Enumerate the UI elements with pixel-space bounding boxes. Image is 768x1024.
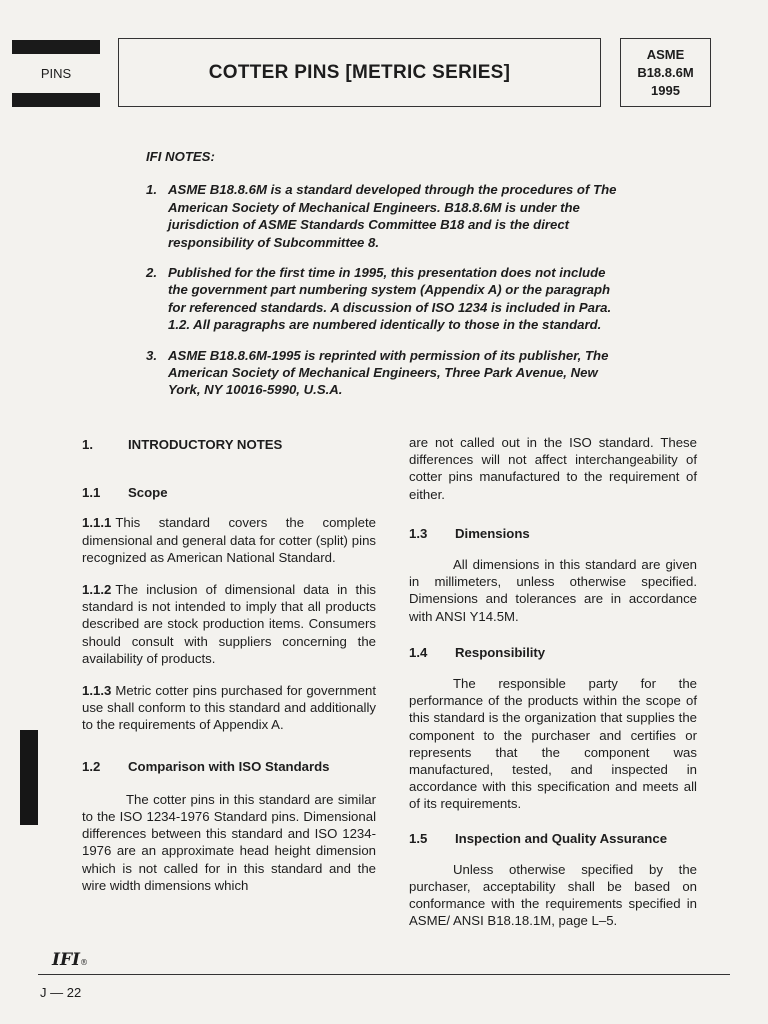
section-title: Scope: [128, 485, 168, 501]
section-heading-1-2: [82, 758, 376, 775]
ifi-logo: [52, 950, 88, 970]
section-title: Comparison with ISO Standards: [128, 758, 330, 774]
note-number: 1.: [146, 182, 157, 198]
note-number: 2.: [146, 265, 157, 281]
paragraph-1-1-2: [82, 581, 376, 667]
paragraph-1-5: Unless otherwise specified by the purchaser, acceptability shall be based on conformance with the requirements specified in ASME/ ANSI B18.18.1M, page L–5.: [409, 861, 697, 929]
page-number: J — 22: [40, 985, 82, 1000]
ifi-notes-heading: IFI NOTES:: [146, 149, 215, 164]
logo-registered-mark: ®: [79, 958, 88, 967]
standard-org: ASME: [646, 46, 685, 62]
paragraph-number: 1.1.3: [82, 683, 112, 699]
ifi-notes: [146, 148, 626, 412]
ifi-note: [146, 347, 626, 399]
ifi-note: [146, 181, 626, 251]
section-title: Dimensions: [455, 525, 530, 541]
header-bar-top: [12, 40, 100, 54]
section-heading-1: [82, 436, 376, 453]
title-box: [118, 38, 601, 107]
note-number: 3.: [146, 347, 157, 363]
logo-text: IFI: [52, 950, 80, 970]
document-title: COTTER PINS [METRIC SERIES]: [208, 61, 511, 83]
paragraph-1-3: All dimensions in this standard are given in millimeters, unless otherwise specified. Dimensions and tolerances are in accordance with ANSI Y14.5M.: [409, 557, 697, 624]
standard-year: 1995: [651, 82, 680, 98]
section-title: INTRODUCTORY NOTES: [128, 437, 283, 452]
section-heading-1-5: [409, 830, 697, 847]
section-heading-1-4: [409, 644, 697, 661]
section-number: 1.: [82, 437, 93, 452]
paragraph-1-1-3: [82, 682, 376, 734]
right-column: [409, 434, 697, 930]
section-heading-1-1: [82, 484, 376, 501]
section-title: Inspection and Quality Assurance: [455, 830, 668, 846]
left-column: [82, 436, 376, 894]
paragraph-number: 1.1.1: [82, 515, 112, 531]
side-section-label: PINS: [40, 66, 72, 81]
note-text: ASME B18.8.6M-1995 is reprinted with permission of its publisher, The American Society of Mechanical Engineers, Three Park Avenue, New York, NY 10016-5990, U.S.A.: [168, 347, 609, 398]
section-heading-1-3: [409, 525, 697, 542]
section-number: 1.1: [82, 485, 101, 501]
paragraph-1-4: The responsible party for the performance of the products within the scope of this standard is the organization that supplies the component to the purchaser and certifies or represents that the component was manufactured, tested, and inspected in accordance with this specification and meets all of its requirements.: [409, 676, 697, 812]
note-text: ASME B18.8.6M is a standard developed through the procedures of The American Society of Mechanical Engineers. B18.8.6M is under the jurisdiction of ASME Standards Committee B18 and is the direct responsibility of Subcommittee 8.: [168, 182, 617, 250]
paragraph-number: 1.1.2: [82, 582, 112, 598]
standard-id-box: [620, 38, 711, 107]
ifi-note: [146, 264, 626, 334]
paragraph-1-2-continued: are not called out in the ISO standard. These differences will not affect interchangeability of cotter pins manufactured to the requirement of either.: [409, 435, 697, 502]
paragraph-1-2: The cotter pins in this standard are similar to the ISO 1234-1976 Standard pins. Dimensional differences between this standard and ISO 1234-1976 are an approximate head height dimension which is not called for in this standard and the wire width dimensions which: [82, 791, 376, 893]
header-bar-bottom: [12, 93, 100, 107]
section-number: 1.3: [409, 525, 428, 541]
section-number: 1.4: [409, 644, 428, 660]
margin-change-bar: [20, 730, 38, 825]
standard-number: B18.8.6M: [637, 64, 694, 80]
paragraph-text: Metric cotter pins purchased for government use shall conform to this standard and additionally to the requirements of Appendix A.: [82, 683, 376, 733]
note-text: Published for the first time in 1995, this presentation does not include the government part numbering system (Appendix A) or the paragraph for referenced standards. A discussion of ISO 1234 is included in Para. 1.2. All paragraphs are numbered identically to those in the standard.: [168, 265, 612, 333]
footer-rule: [38, 974, 730, 975]
section-number: 1.2: [82, 758, 101, 774]
section-number: 1.5: [409, 830, 428, 846]
paragraph-1-1-1: [82, 514, 376, 566]
section-title: Responsibility: [455, 644, 546, 660]
paragraph-text: The inclusion of dimensional data in this standard is not intended to imply that all products described are stock production items. Consumers should consult with suppliers concerning the availability of products.: [82, 582, 376, 666]
paragraph-text: This standard covers the complete dimensional and general data for cotter (split) pins recognized as American National Standard.: [82, 515, 376, 565]
